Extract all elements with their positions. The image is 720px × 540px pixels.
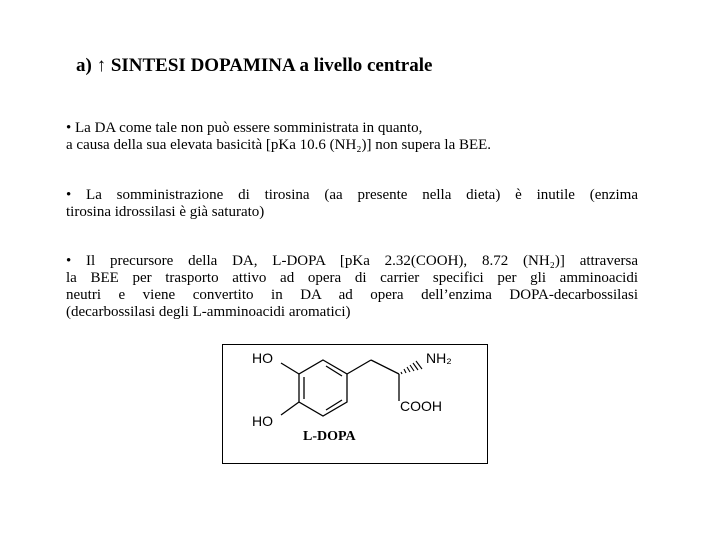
bullet-line: neutri e viene convertito in DA ad opera dell’enzima DOPA-decarbossilasi [66,287,638,303]
oh-bond [281,402,299,415]
stereo-hash [401,361,422,374]
ring-double-bond [326,366,342,376]
bullet-line: • La somministrazione di tirosina (aa presente nella dieta) è inutile (enzima [66,187,638,203]
ring-double-bond [326,400,342,410]
bullet-tyrosine [66,187,638,221]
side-chain-bond [347,360,371,374]
bullet-line: la BEE per trasporto attivo ad opera di carrier specifici per gli amminoacidi [66,270,638,286]
slide-title: a) ↑ SINTESI DOPAMINA a livello centrale [76,55,433,76]
structure-caption: L-DOPA [303,429,356,444]
benzene-ring [299,360,347,416]
hydroxyl-label-bottom: HO [252,413,273,429]
bullet-line: • La DA come tale non può essere somministrata in quanto, [66,120,423,136]
hydroxyl-label-top: HO [252,350,273,366]
bullet-line: a causa della sua elevata basicità [pKa 10.6 (NH₂)] non supera la BEE. [66,137,492,153]
bullet-line: tirosina idrossilasi è già saturato) [66,204,265,220]
bullet-basicity [66,120,638,154]
ldopa-structure [222,344,488,464]
oh-bond [281,363,299,374]
bullet-line: (decarbossilasi degli L-amminoacidi aromatici) [66,304,351,320]
bullet-ldopa [66,253,638,321]
carboxyl-label: COOH [400,398,442,414]
side-chain-bond [371,360,399,374]
bullet-line: • Il precursore della DA, L-DOPA [pKa 2.32(COOH), 8.72 (NH₂)] attraversa [66,253,638,269]
amine-label: NH₂ [426,350,452,366]
